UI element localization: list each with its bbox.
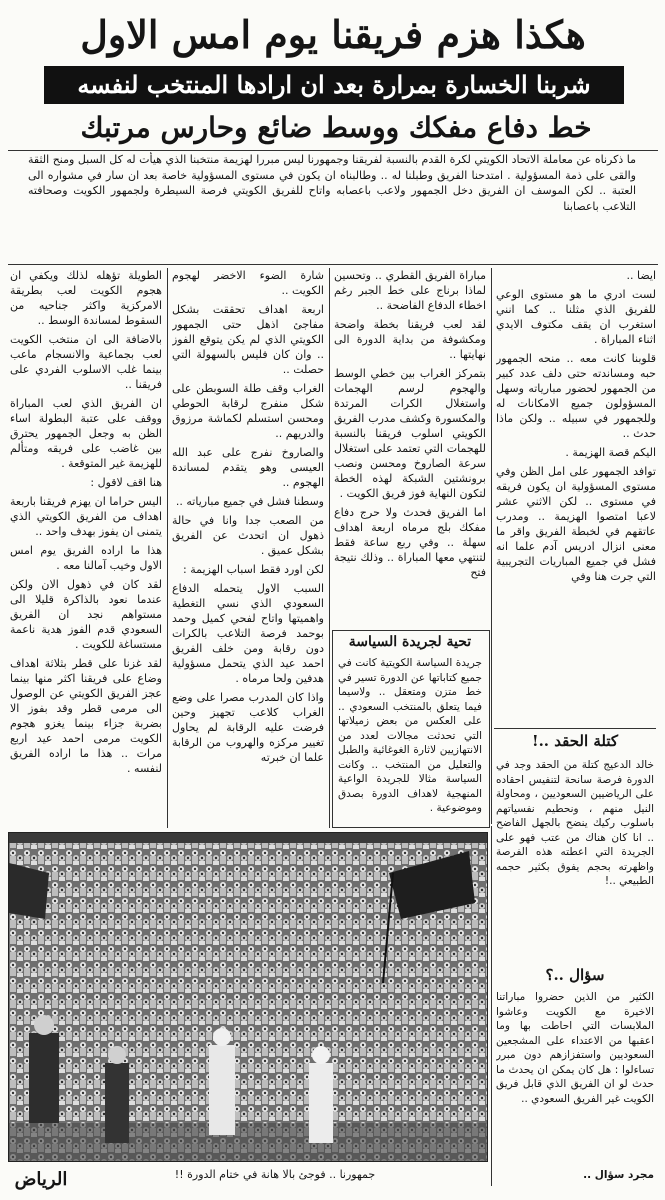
paragraph: مباراة الفريق القطري .. وتحسين لماذا برناج على خط الجبر رغم اخطاء الدفاع الفاضحة .. xyxy=(334,269,486,312)
paragraph: السبب الاول يتحمله الدفاع السعودي الذي نسي التغطية واهميتها واتاح لفحي كميل وحمد بوحمد فرصة التلاعب بالكرات دون رقابة ومن خلف الفريق احمد عيد الذي يتحمل مسؤولية هدفين ولحا مرماه . xyxy=(172,582,324,685)
divider xyxy=(8,150,658,151)
box-text: الكثير من الذين حضروا مباراتنا الاخيرة مع الكويت وعاشوا الملابسات التي احاطت بها وما اعقبها من الاعتداء على المشجعين السعوديين واستفزازهم دون مبرر تساءلوا : هل كان يمكن ان يحدث ما حدث لو ان الفريق الذي قابل فريق الكويت غير الفريق السعودي .. xyxy=(496,991,654,1105)
article-column-4 xyxy=(10,268,162,828)
paragraph: لكن اورد فقط اسباب الهزيمة : xyxy=(183,563,324,576)
article-column-3 xyxy=(172,268,324,828)
paragraph: بالاضافة الى ان منتخب الكويت لعب بجماعية والانسجام ماعب بينما غلب الاسلوب الفردي على فريقنا .. xyxy=(10,333,162,391)
paragraph: توافد الجمهور على امل الظن وفي مستوى المسؤولية ان يكون فريقه في مستوى .. لكن الاثني عشر لاعبا امتصوا الهزيمة .. ومدرب عاتقهم في لخبطة الفريق واقر ما معنى انزال ادريس آدم علما انه فشل في جميع المباريات التجريبية التي جرت هنا وفي xyxy=(496,465,656,583)
photo-caption: جمهورنا .. فوجئ بالا هانة في ختام الدورة !! xyxy=(174,1168,376,1181)
paragraph: قلوبنا كانت معه .. منحه الجمهور حبه ومساندته حتى دلف عدد كبير من الجمهور لحضور مبارياته وسهل المسؤولون جميع الامكانات له وللجمهور في سبيله .. ولكن ماذا حدث .. xyxy=(496,352,656,440)
paragraph: ايضا .. xyxy=(626,269,656,282)
column-rule xyxy=(491,826,492,1186)
column-rule xyxy=(329,268,330,828)
paragraph: لست ادري ما هو مستوى الوعي للفريق الذي مثلنا .. كما انني استغرب ان يقف مكتوف الايدي اثناء المباراة . xyxy=(496,288,656,346)
deck: خط دفاع مفكك ووسط ضائع وحارس مرتبك xyxy=(80,111,592,144)
paragraph: من الصعب جدا وانا في حالة ذهول ان اتحدث عن الفريق بشكل عميق . xyxy=(172,514,324,557)
paragraph: هنا اقف لاقول : xyxy=(90,476,162,489)
paragraph: لقد لعب فريقنا بخطة واضحة ومكشوفة من بداية الدورة الى نهايتها .. xyxy=(334,318,486,361)
box-title: سؤال ..؟ xyxy=(545,966,605,984)
lead-paragraph: ما ذكرناه عن معاملة الاتحاد الكويتي لكرة القدم بالنسبة لفريقنا وجمهورنا ليس مبررا لهزيمة منتخبنا الذي هيأت له كل السبل ومنح الثقة والقى على ذمة المسؤولية . امتدحنا الفريق وطبلنا له .. وطالبناه ان يكون في مستوى المسؤولية خاصة بعد ان سار في مشواره الى العتبة .. لكن الموسف ان الفريق دخل الجمهور ولاعب باعصابه واتاح للفريق الكويتي فرصة السيطرة ولجمهور الكويت وصحافته التلاعب باعصابنا xyxy=(28,153,636,213)
paragraph: لقد كان في ذهول الان ولكن عندما نعود بالذاكرة قليلا الى مستواهم نجد ان الفريق السعودي قدم الفوز هدية ناعمة مستساغة للكويت . xyxy=(10,578,162,651)
paragraph: والصاروخ نفرج على عبد الله العيسى وهو يتقدم لمساندة الهجوم .. xyxy=(172,446,324,489)
divider xyxy=(8,264,658,265)
divider xyxy=(494,728,656,729)
paragraph: اليكم قصة الهزيمة . xyxy=(565,446,656,459)
paragraph: لقد غزنا على قطر بثلاثة اهداف وضاع على فريقنا اكثر منها بينما عجز الفريق الكويتي عن الوصول الى مرمى قطر وقد بفوز الا بضربة جزاء بينما يغزو هجوم الكويت مرمى احمد عيد اربع مرات .. هذا ما اراده الفريق لنفسه . xyxy=(10,657,162,775)
headline: هكذا هزم فريقنا يوم امس الاول xyxy=(80,12,586,57)
paragraph: الطويلة تؤهله لذلك ويكفي ان هجوم الكويت لعب بطريقة الامركزية واكثر جناحيه من السقوط لمساندة الوسط .. xyxy=(10,269,162,327)
paragraph: شارة الضوء الاخضر لهجوم الكويت .. xyxy=(172,269,324,297)
paragraph: اما الفريق فحدث ولا حرج دفاع مفكك بلج مرماه اربعة اهداف سهلة .. وفي ربع ساعة فقط لتنتهي معها المباراة .. وذلك نتيجة فتح xyxy=(334,506,486,579)
crowd-photo xyxy=(8,832,488,1162)
column-rule xyxy=(491,268,492,824)
box-title: تحية لجريدة السياسة xyxy=(348,634,472,650)
paragraph: هذا ما اراده الفريق يوم امس الاول وخيب آمالنا معه . xyxy=(10,544,162,572)
article-column-2 xyxy=(334,268,486,624)
paragraph: ان الفريق الذي لعب المباراة ووقف على عتبة البطولة اساء الظن به وجعل الجمهور يحترق بين غاضب على فريقه ومتألم للهزيمة غير المتوقعة . xyxy=(10,397,162,470)
box-text: خالد الدعيج كتلة من الحقد وجد في الدورة فرصة سانحة لتنفيس احقاده على الرياضيين السعوديين ، ومحاولة النيل منهم ، ونحطيم نفسياتهم باسلوب ركيك ينضح بالجهل الفاضح .. انا كان هناك من عتب فهو على الجريدة التي اعطته هذه الفرصة واظهرته بحجم يفوق بكثير حجمه الطبيعي ..! xyxy=(496,759,654,887)
paragraph: وسطنا فشل في جميع مبارياته .. xyxy=(175,495,324,508)
box-text: جريدة السياسة الكويتية كانت في جميع كتاباتها عن الدورة تسير في خط متزن ومتعقل .. ولاسيما فيما يتعلق بالمنتخب السعودي .. على العكس من بعض زميلاتها التي تحدثت مجالات لعدد من الانتهازيين لاثارة الغوغائية والطبل والتعليل من المنتخب .. وكانت السياسة مثالا للجريدة الواعية المنهجية لاهداف الدورة بصدق وموضوعية . xyxy=(338,657,482,814)
paragraph: الغراب وقف طلة السوبطن على شكل منفرج لرقابة الحوطي ومحسن استسلم لكماشة مرزوق والدريهم .. xyxy=(172,382,324,440)
paragraph: اربعة اهداف تحققت بشكل مفاجئ اذهل حتى الجمهور الكويتي الذي لم يكن يتوقع الفوز .. وان كان فليس بالسهولة التي حصلت .. xyxy=(172,303,324,376)
paragraph: اليس حراما ان يهزم فريقنا باربعة اهداف من الفريق الكويتي الذي يتمنى ان يفوز بهدف واحد .. xyxy=(10,495,162,538)
paragraph: واذا كان المدرب مصرا على وضع الغراب كلاعب تجهيز وحين فرضت عليه الرقابة لم يحاول تغيير مركزه والهروب من الرقابة علما ان خبرته xyxy=(172,691,324,764)
box-footer: مجرد سؤال .. xyxy=(583,1169,654,1181)
box-title: كتلة الحقد ..! xyxy=(531,732,619,750)
source-logo: الرياض xyxy=(14,1169,68,1190)
column-rule xyxy=(167,268,168,828)
subheadline: شربنا الخسارة بمرارة بعد ان ارادها المنتخب لنفسه xyxy=(44,66,624,104)
paragraph: بتمركز الغراب بين خطي الوسط والهجوم لرسم الهجمات واستغلال الكرات المرتدة والمكسورة وكشف مدرب الفريق الكويتي اسلوب فريقنا بالنسبة للهجمات التي تعتمد على استغلال سرعة الصاروخ ومحسن ونصب برونشتين الشبكة لهذه الخطة لتكون النهاية فوز فريق الكويت . xyxy=(334,367,486,500)
